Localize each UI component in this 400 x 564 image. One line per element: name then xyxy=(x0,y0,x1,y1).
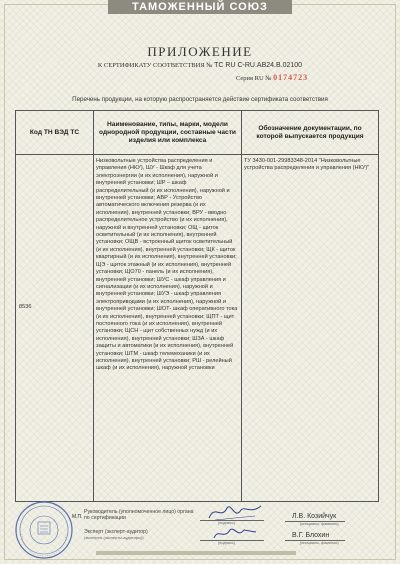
product-table xyxy=(15,110,379,502)
signature-caption: (подпись) xyxy=(218,541,235,545)
cell-product-description: Низковольтные устройства распределения и управления (НКУ), ШУ - Шкаф для учета электроэнергии (и их исполнения), наружной и внутренней установки; ШР – шкаф распределительный (и их исполнения), наружной и внутренней установки; АВР - Устройство автоматического включения резерва (и их исполнения), внутренней установки; ВРУ - вводно распределительное устройство (и их исполнения), наружной и внутренней установки; ОЩ - щиток осветительный (и их исполнения), внутренней установки; ОЩВ - встроенный щиток осветительный (и их исполнения), внутренней установки; ЩК - щиток квартирный (и их исполнения), внутренней установки; ЩЭ - щиток этажный (и их исполнения), внутренней установки; ЩО70 - панель (и их исполнения), внутренней установки; ШУС - шкаф управления и сигнализации (и их исполнения), наружной и внутренней установки; ШУЭ - шкаф управления электроприводами (и их исполнения), наружной и внутренней установки; ШОТ- шкаф оперативного тока (и их исполнения), внутренней установки; ЩПТ - щит постоянного тока (и их исполнения), внутренней установки; ЩСН - щит собственных нужд (и их исполнения), внутренней установки; ШЗА - шкаф защиты и автоматики (и их исполнения), внутренней установки; ШТМ - шкаф телемеханики (и их исполнения), внутренней установки; РШ - релейный шкаф (и их исполнения), наружной установки xyxy=(96,158,238,372)
signer-2-name: В.Г. Блохин xyxy=(292,532,330,539)
document-title: ПРИЛОЖЕНИЕ xyxy=(147,44,253,59)
series-label: Серия RU № xyxy=(236,75,272,82)
name-caption: (инициалы, фамилия) xyxy=(300,541,339,545)
column-header-product: Наименование, типы, марки, модели однородной продукции, составные части изделия или комплекса xyxy=(99,120,236,144)
certificate-reference xyxy=(0,62,400,69)
security-strip xyxy=(96,551,296,555)
certificate-number: ТС RU C-RU.АВ24.В.02100 xyxy=(214,62,303,69)
signer-1-role: Руководитель (уполномоченное лицо) органа по сертификации xyxy=(84,509,194,521)
column-header-code: Код ТН ВЭД ТС xyxy=(29,128,80,136)
cell-documentation: ТУ 3430-001-29983348-2014 "Низковольтные устройства распределения и управления (НКУ)" xyxy=(244,158,370,172)
certificate-reference-prefix: К СЕРТИФИКАТУ СООТВЕТСТВИЯ № xyxy=(97,62,213,69)
series-line xyxy=(236,73,308,82)
header-banner: ТАМОЖЕННЫЙ СОЮЗ xyxy=(108,0,292,14)
intro-text: Перечень продукции, на которую распространяется действие сертификата соответствия xyxy=(72,96,328,103)
name-caption: (инициалы, фамилия) xyxy=(300,522,339,526)
column-divider xyxy=(241,111,242,501)
signer-2-role: Эксперт (эксперт-аудитор) (эксперты (эксперты-аудиторы)) xyxy=(84,529,148,540)
serial-number: 0174723 xyxy=(273,73,309,82)
column-header-documentation: Обозначение документации, по которой выпускается продукция xyxy=(256,124,364,140)
cell-code: 8536 xyxy=(19,304,32,310)
header-divider xyxy=(16,154,378,155)
signer-1-name: Л.В. Козийчук xyxy=(292,513,337,520)
stamp-mark: М.П. xyxy=(72,514,83,520)
certification-seal xyxy=(14,500,74,560)
signature-caption: (подпись) xyxy=(218,521,235,525)
column-divider xyxy=(93,111,94,501)
